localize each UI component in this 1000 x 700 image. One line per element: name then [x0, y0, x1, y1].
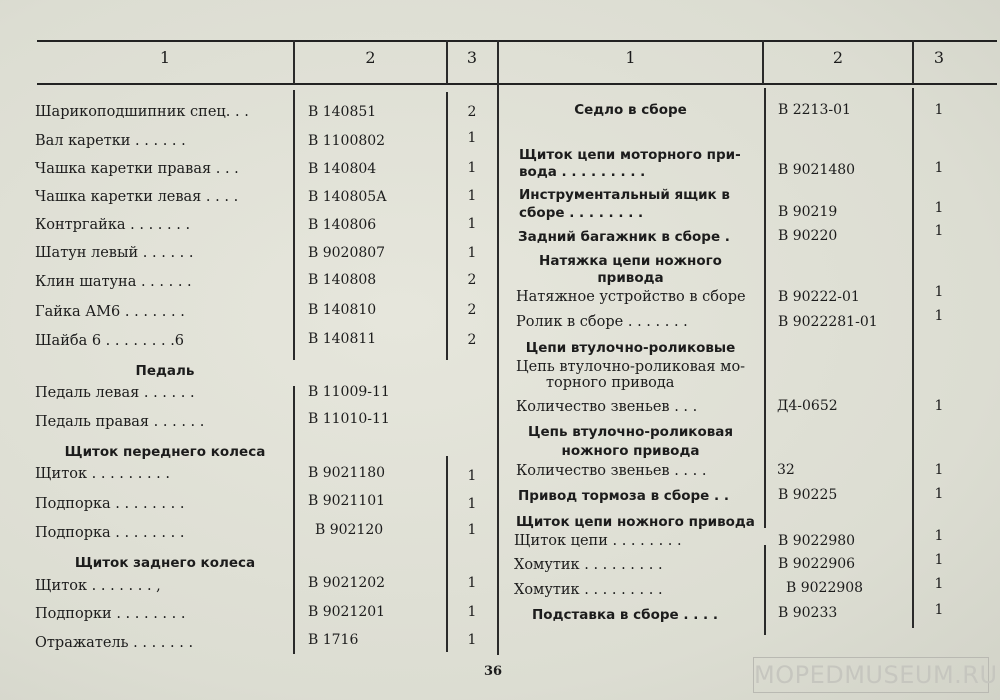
- right-section-heading-cont: ножного привода: [561, 443, 700, 459]
- right-part-qty: 1: [934, 200, 944, 216]
- left-part-qty: 1: [467, 496, 477, 512]
- right-part-name: Задний багажник в сборе .: [518, 229, 730, 245]
- left-part-code: В 9021180: [308, 465, 386, 481]
- left-part-qty: 2: [467, 302, 477, 318]
- left-part-name: Педаль правая . . . . . .: [35, 414, 205, 430]
- left-section-heading: Педаль: [135, 363, 195, 379]
- column-divider: [446, 456, 448, 652]
- right-part-code: В 90222-01: [778, 289, 860, 305]
- left-part-name: Подпорка . . . . . . . .: [35, 496, 185, 512]
- right-part-code: В 9022908: [786, 580, 864, 596]
- right-part-qty: 1: [934, 462, 944, 478]
- right-part-name: Седло в сборе: [574, 102, 687, 118]
- right-section-heading: Натяжка цепи ножного: [539, 253, 722, 269]
- right-part-name: Количество звеньев . . .: [516, 399, 698, 415]
- right-part-qty: 1: [934, 223, 944, 239]
- left-part-name: Контргайка . . . . . . .: [35, 217, 191, 233]
- right-section-heading: Щиток цепи ножного привода: [516, 514, 755, 530]
- right-part-name: Ролик в сборе . . . . . . .: [516, 314, 688, 330]
- left-part-qty: 1: [467, 604, 477, 620]
- left-part-code: В 140804: [308, 161, 377, 177]
- column-divider: [764, 545, 766, 635]
- column-divider: [293, 386, 295, 654]
- right-part-name: Подставка в сборе . . . .: [532, 607, 719, 623]
- right-part-name: Цепь втулочно-роликовая мо-: [516, 359, 746, 375]
- right-part-code: В 2213-01: [778, 102, 851, 118]
- left-part-code: В 902120: [315, 522, 384, 538]
- right-part-code: В 9022906: [778, 556, 856, 572]
- left-part-qty: 1: [467, 160, 477, 176]
- header-rule: [37, 83, 997, 85]
- right-part-name: Хомутик . . . . . . . . .: [514, 582, 663, 598]
- page-number: 36: [484, 664, 503, 679]
- left-part-code: В 140851: [308, 104, 377, 120]
- right-section-heading: Цепи втулочно-роликовые: [525, 340, 736, 356]
- left-part-name: Шайба 6 . . . . . . . .6: [35, 333, 185, 349]
- left-part-code: В 9021201: [308, 604, 386, 620]
- left-part-qty: 2: [467, 332, 477, 348]
- right-part-qty: 1: [934, 576, 944, 592]
- right-part-qty: 1: [934, 160, 944, 176]
- header-col-1: 1: [159, 48, 171, 67]
- right-part-name-cont: сборе . . . . . . . .: [519, 205, 644, 221]
- table-top-rule: [37, 40, 997, 42]
- left-part-name: Клин шатуна . . . . . .: [35, 274, 192, 290]
- left-part-code: В 1100802: [308, 133, 386, 149]
- left-part-name: Шатун левый . . . . . .: [35, 245, 194, 261]
- left-part-name: Чашка каретки левая . . . .: [35, 189, 239, 205]
- left-part-qty: 1: [467, 632, 477, 648]
- left-part-code: В 11010-11: [308, 411, 390, 427]
- left-section-heading: Щиток заднего колеса: [74, 555, 256, 571]
- left-part-name: Педаль левая . . . . . .: [35, 385, 195, 401]
- right-part-qty: 1: [934, 102, 944, 118]
- right-part-qty: 1: [934, 308, 944, 324]
- right-part-name-cont: вода . . . . . . . . .: [519, 164, 646, 180]
- left-part-qty: 1: [467, 188, 477, 204]
- right-part-qty: 1: [934, 398, 944, 414]
- left-part-name: Щиток . . . . . . . . .: [35, 466, 170, 482]
- right-part-name: Хомутик . . . . . . . . .: [514, 557, 663, 573]
- header-col-3: 3: [466, 48, 478, 67]
- right-part-qty: 1: [934, 486, 944, 502]
- right-part-code: В 90219: [778, 204, 838, 220]
- right-part-qty: 1: [934, 602, 944, 618]
- right-section-heading: Цепь втулочно-роликовая: [527, 424, 734, 440]
- right-part-name: Количество звеньев . . . .: [516, 463, 707, 479]
- left-part-name: Отражатель . . . . . . .: [35, 635, 194, 651]
- left-part-name: Подпорки . . . . . . . .: [35, 606, 186, 622]
- left-part-code: В 140805А: [308, 189, 387, 205]
- left-part-qty: 1: [467, 522, 477, 538]
- right-part-code: В 90233: [778, 605, 838, 621]
- header-col-2: 2: [365, 48, 376, 67]
- left-part-code: В 140810: [308, 302, 377, 318]
- left-part-name: Вал каретки . . . . . .: [35, 133, 186, 149]
- right-part-name: Привод тормоза в сборе . .: [518, 488, 729, 504]
- right-part-code: Д4-0652: [777, 398, 838, 414]
- right-part-name-cont: торного привода: [546, 375, 675, 391]
- watermark: MOPEDMUSEUM.RU: [753, 657, 989, 693]
- right-part-qty: 1: [934, 528, 944, 544]
- right-part-qty: 1: [934, 552, 944, 568]
- right-part-code: В 90220: [778, 228, 838, 244]
- left-part-name: Щиток . . . . . . . ,: [35, 578, 161, 594]
- header-col-1: 1: [625, 48, 636, 67]
- right-part-code: В 90225: [778, 487, 838, 503]
- header-col-3: 3: [933, 48, 945, 67]
- left-part-code: В 11009-11: [308, 384, 390, 400]
- right-part-code: В 9021480: [778, 162, 856, 178]
- right-part-name: Щиток цепи моторного при-: [519, 147, 741, 163]
- right-part-name: Инструментальный ящик в: [519, 187, 730, 203]
- left-part-code: В 9021202: [308, 575, 386, 591]
- right-part-name: Щиток цепи . . . . . . . .: [514, 533, 682, 549]
- left-part-qty: 2: [467, 272, 477, 288]
- right-part-code: 32: [777, 462, 795, 478]
- right-part-qty: 1: [934, 284, 944, 300]
- left-section-heading: Щиток переднего колеса: [64, 444, 266, 460]
- left-part-name: Подпорка . . . . . . . .: [35, 525, 185, 541]
- left-part-code: В 140806: [308, 217, 377, 233]
- column-divider: [764, 88, 766, 528]
- right-part-name: Натяжное устройство в сборе: [516, 289, 746, 305]
- left-part-code: В 140808: [308, 272, 377, 288]
- left-part-qty: 1: [467, 130, 477, 146]
- left-part-name: Шарикоподшипник спец. . .: [35, 104, 249, 120]
- left-part-qty: 1: [467, 245, 477, 261]
- right-part-code: В 9022980: [778, 533, 856, 549]
- left-part-name: Чашка каретки правая . . .: [35, 161, 239, 177]
- left-part-code: В 9021101: [308, 493, 386, 509]
- left-part-qty: 1: [467, 468, 477, 484]
- left-part-qty: 1: [467, 575, 477, 591]
- left-part-qty: 1: [467, 216, 477, 232]
- left-part-name: Гайка АМ6 . . . . . . .: [35, 304, 185, 320]
- column-divider: [293, 90, 295, 360]
- left-part-code: В 9020807: [308, 245, 386, 261]
- right-section-heading-cont: привода: [597, 270, 664, 286]
- header-col-2: 2: [832, 48, 844, 67]
- left-part-code: В 140811: [308, 331, 377, 347]
- right-part-code: В 9022281-01: [778, 314, 878, 330]
- left-part-qty: 2: [467, 104, 477, 120]
- left-part-code: В 1716: [308, 632, 359, 648]
